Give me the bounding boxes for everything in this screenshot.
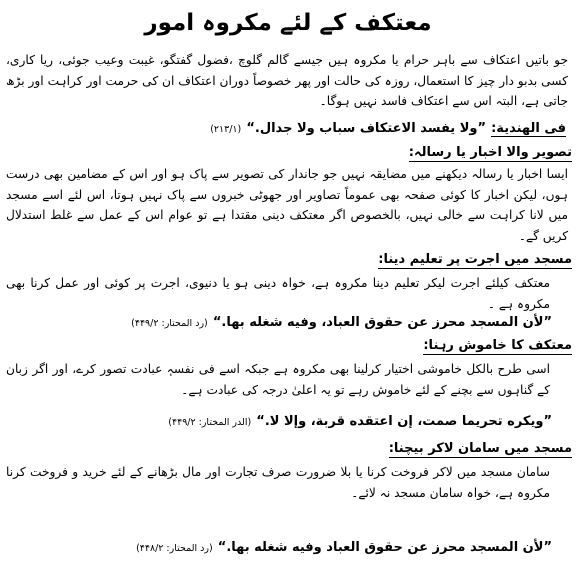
section-heading-newspaper: تصویر والا اخبار یا رسالہ: <box>408 145 572 160</box>
intro-reference <box>210 117 566 140</box>
quote-text: ”لأن المسجد محرز عن حقوق العباد وفيه شغله بها.“ <box>217 540 552 555</box>
section-heading-selling-goods: مسجد میں سامان لاکر بیچنا: <box>388 441 572 456</box>
quote-text: ”لأن المسجد محرز عن حقوق العباد، وفيه شغله بها.“ <box>212 315 552 330</box>
section-body-selling-goods: سامان مسجد میں لاکر فروخت کرنا یا بلا ضرورت صرف تجارت اور مال بڑھانے کے لئے خرید و فروخت کرنا مکروہ ہے، خواہ سامان مسجد نہ لائے۔ <box>6 465 550 500</box>
section-quote-silence <box>168 410 552 433</box>
section-body-paid-teaching: معتکف کیلئے اجرت لیکر تعلیم دینا مکروہ ہے، خواہ دینی ہو یا دنیوی، اجرت پر کوئی اور عمل کرنا بھی مکروہ ہے ۔ <box>6 276 550 311</box>
section-quote-selling-goods <box>136 536 552 559</box>
intro-ref-source: (۲۱۳/۱) <box>210 124 242 135</box>
quote-source: (رد المحتار: ۴۴۸/۲) <box>136 543 213 554</box>
quote-source: (الدر المختار: ۴۴۹/۲) <box>168 417 252 428</box>
intro-ref-quote: ”ولا يفسد الاعتكاف سباب ولا جدال.“ <box>246 121 487 136</box>
section-body-newspaper: ایسا اخبار یا رسالہ دیکھنے میں مضایقہ نہیں جو جاندار کی تصویر سے پاک ہو اور اس کے مضامین بھی درست ہوں، لیکن اخبار کا کوئی صفحہ بھی عموماً تصاویر اور جھوٹی خبروں سے پاک نہیں ہوتا، اس لئے اسے مسجد میں لانا کراہت سے خالی نہیں، بالخصوص اگر معتکف دینی مقتدا ہے تو عوام اس کے عمل سے غلط استدلال کریں گے۔ <box>6 167 568 243</box>
intro-paragraph: جو باتیں اعتکاف سے باہر حرام یا مکروہ ہیں جیسے گالم گلوچ ،فضول گفتگو، غیبت وعیب جوئی، ریا کاری، کسی بدبو دار چیز کا استعمال، روزہ کی حالت اور پھر خصوصاً دوران اعتکاف ان کی حرمت اور کراہت اور بڑھ جاتی ہے، البتہ اس سے اعتکاف فاسد نہیں ہوگا۔ <box>6 53 568 108</box>
quote-source: (رد المحتار: ۴۴۹/۲) <box>131 318 208 329</box>
intro-ref-lead: فی الهندية: <box>491 121 566 136</box>
section-heading-silence: معتکف کا خاموش رہنا: <box>423 338 572 353</box>
section-body-silence: اسی طرح بالکل خاموشی اختیار کرلینا بھی مکروہ ہے جبکہ اسے فی نفسہٖ عبادت تصور کرے، اور اگر زبان کے گناہوں سے بچنے کے لئے خاموش رہے تو یہ اعلیٰ درجہ کی عبادت ہے۔ <box>6 362 550 397</box>
page-title: معتکف کے لئے مکروہ امور <box>144 10 432 36</box>
quote-text: ”ويكره تحريما صمت، إن اعتقده قربة، وإلا لا.“ <box>256 414 552 429</box>
section-quote-paid-teaching <box>131 311 552 334</box>
section-heading-paid-teaching: مسجد میں اجرت پر تعلیم دینا: <box>378 252 572 267</box>
